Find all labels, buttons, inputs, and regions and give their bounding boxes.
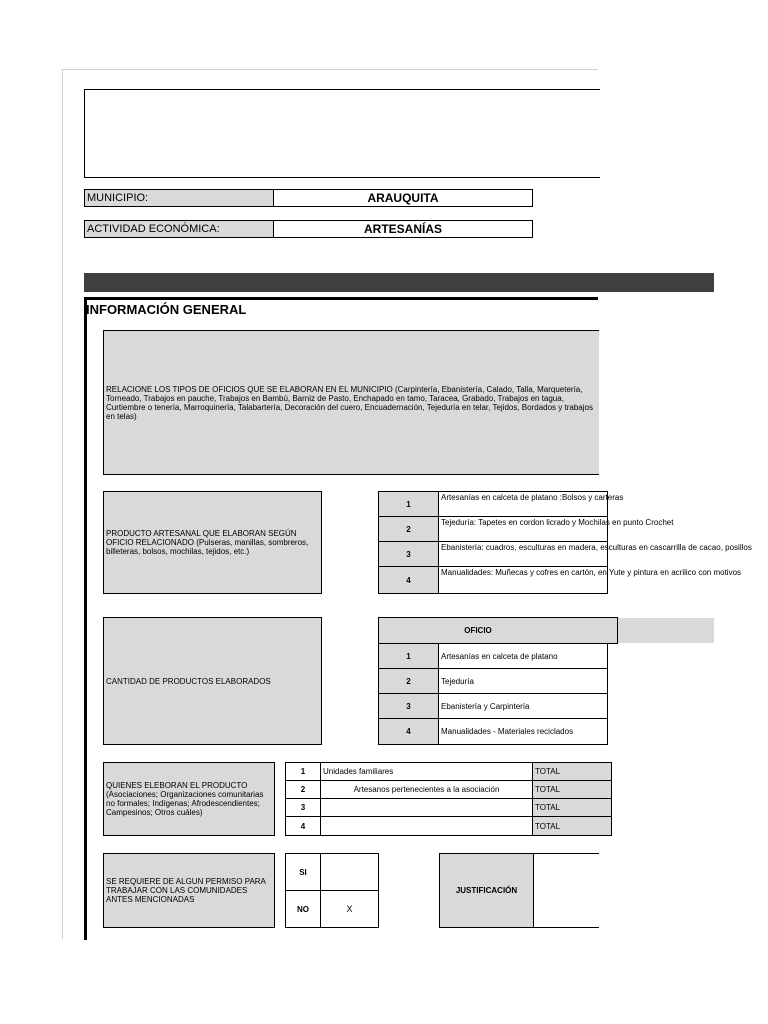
cantidad-header: OFICIO [378, 617, 618, 644]
actividad-label: ACTIVIDAD ECONÓMICA: [84, 220, 274, 238]
permiso-no-label: NO [285, 890, 321, 928]
quienes-cell[interactable] [320, 816, 533, 836]
producto-num: 2 [378, 516, 439, 542]
header-logo-box [84, 89, 600, 178]
quienes-num: 1 [285, 762, 321, 781]
quienes-table [285, 762, 598, 836]
producto-num: 1 [378, 491, 439, 517]
quienes-num: 4 [285, 816, 321, 836]
quienes-label: QUIENES ELEBORAN EL PRODUCTO (Asociaciones; Organizaciones comunitarias no formales; Indígenas; Afrodescendientes; Campesinos; Otros cuáles) [103, 762, 275, 836]
producto-cell[interactable]: Manualidades: Muñecas y cofres en cartón, en Yute y pintura en acrilico con motivos [438, 566, 608, 594]
producto-num: 4 [378, 566, 439, 594]
cantidad-num: 2 [378, 668, 439, 694]
section-top-rule [84, 297, 598, 300]
municipio-label: MUNICIPIO: [84, 189, 274, 207]
cantidad-cell[interactable]: Tejeduría [438, 668, 608, 694]
actividad-value[interactable]: ARTESANÍAS [273, 220, 533, 238]
quienes-total: TOTAL [532, 762, 612, 781]
section-left-rule [84, 297, 87, 940]
producto-num: 3 [378, 541, 439, 567]
municipio-value[interactable]: ARAUQUITA [273, 189, 533, 207]
cantidad-cell[interactable]: Artesanías en calceta de platano [438, 643, 608, 669]
cantidad-num: 4 [378, 718, 439, 745]
cantidad-cell[interactable]: Manualidades - Materiales reciclados [438, 718, 608, 745]
permiso-si-label: SI [285, 853, 321, 891]
quienes-cell[interactable] [320, 798, 533, 817]
cantidad-label: CANTIDAD DE PRODUCTOS ELABORADOS [103, 617, 322, 745]
quienes-total: TOTAL [532, 780, 612, 799]
quienes-num: 2 [285, 780, 321, 799]
permiso-no-value[interactable]: X [320, 890, 379, 928]
producto-table [378, 491, 752, 594]
cantidad-num: 1 [378, 643, 439, 669]
quienes-total: TOTAL [532, 798, 612, 817]
oficios-label: RELACIONE LOS TIPOS DE OFICIOS QUE SE ELABORAN EN EL MUNICIPIO (Carpintería, Ebanistería, Calado, Talla, Marquetería, Torneado, Trabajos en pauche, Trabajos en Bambú, Barniz de Pasto, Enchapado en tamo, Taracea, Grabado, Trabajos en tagua, Curtiembre o tenería, Marroquinería, Talabartería, Decoración del cuero, Encuadernación, Tejeduría en telar, Tejidos, Bordados y trabajos en telas) [103, 330, 599, 475]
producto-cell[interactable]: Tejeduría: Tapetes en cordon licrado y Mochilas en punto Crochet [438, 516, 608, 542]
producto-cell[interactable]: Ebanistería: cuadros, esculturas en madera, esculturas en cascarrilla de cacao, posillos [438, 541, 608, 567]
sheet-top-rule [62, 69, 598, 70]
section-title: INFORMACIÓN GENERAL [86, 302, 247, 317]
permiso-label: SE REQUIERE DE ALGUN PERMISO PARA TRABAJAR CON LAS COMUNIDADES ANTES MENCIONADAS [103, 853, 275, 928]
cantidad-num: 3 [378, 693, 439, 719]
sheet-left-rule [62, 69, 63, 939]
cantidad-cell[interactable]: Ebanistería y Carpintería [438, 693, 608, 719]
cantidad-table [378, 617, 598, 745]
justificacion-label: JUSTIFICACIÓN [439, 853, 534, 928]
quienes-total: TOTAL [532, 816, 612, 836]
section-band [84, 273, 714, 292]
producto-label: PRODUCTO ARTESANAL QUE ELABORAN SEGÚN OFICIO RELACIONADO (Pulseras, manillas, sombreros, billeteras, bolsos, mochilas, tejidos, etc.) [103, 491, 322, 594]
justificacion-value[interactable] [533, 853, 599, 928]
quienes-cell[interactable]: Unidades familiares [320, 762, 533, 781]
permiso-si-value[interactable] [320, 853, 379, 891]
quienes-num: 3 [285, 798, 321, 817]
quienes-cell[interactable]: Artesanos pertenecientes a la asociación [320, 780, 533, 799]
producto-cell[interactable]: Artesanías en calceta de platano :Bolsos y carteras [438, 491, 608, 517]
